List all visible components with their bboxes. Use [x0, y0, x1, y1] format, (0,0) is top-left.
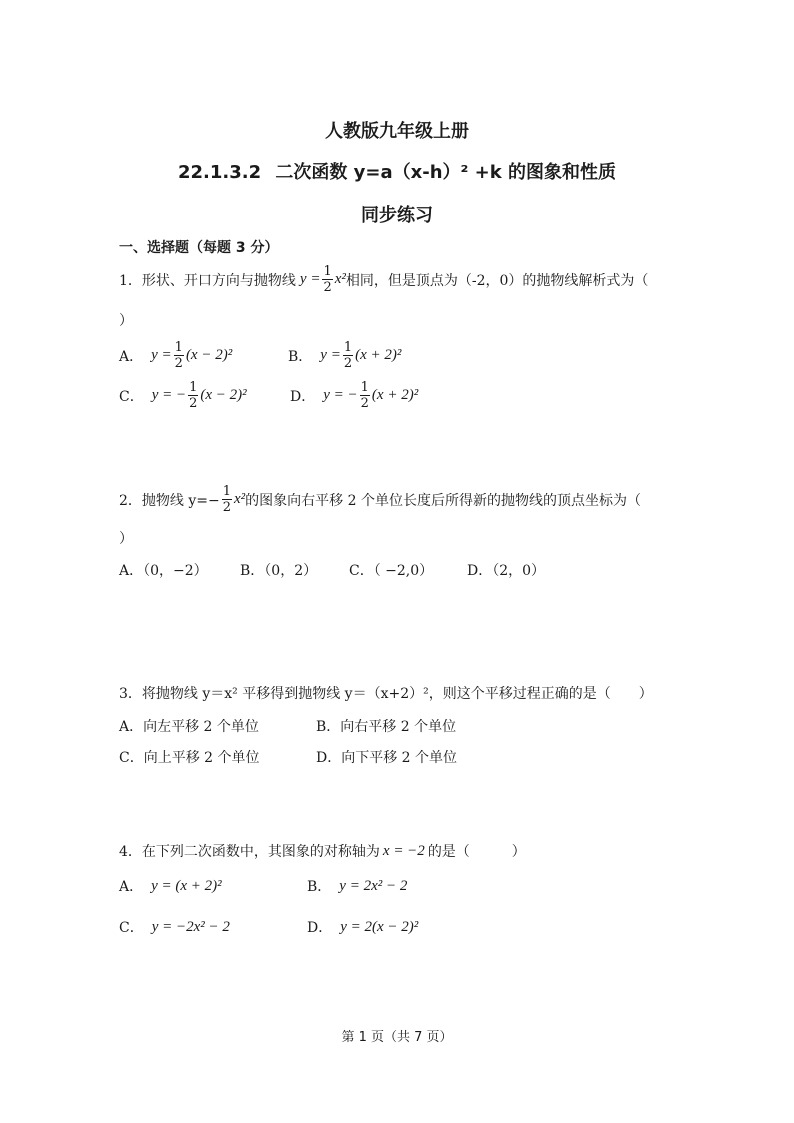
option-math-y: y =: [320, 347, 341, 363]
q4-option-a[interactable]: [119, 876, 222, 896]
option-math: y = −2x² − 2: [151, 918, 230, 935]
q2-close-paren: ）: [119, 531, 133, 547]
q4-math: x = −2: [382, 842, 425, 859]
lesson-code: 22.1.3.2: [177, 162, 262, 183]
q2-text-a: 2．抛物线 y=−: [119, 492, 220, 509]
q2-option-d[interactable]: D．（2，0）: [467, 563, 546, 579]
q3-option-d[interactable]: D．向下平移 2 个单位: [316, 750, 458, 766]
option-fraction: $\frac{1}{2}$: [360, 380, 369, 411]
q4-option-c[interactable]: [119, 917, 230, 937]
option-label: B．: [307, 879, 332, 895]
option-math-y: y = −: [151, 387, 187, 403]
option-label: D．: [307, 920, 333, 936]
lesson-topic: 二次函数 y=a（x-h）² +k 的图象和性质: [275, 162, 616, 183]
option-math: (x + 2)²: [355, 347, 402, 363]
question-1-stem: [119, 264, 648, 295]
q1-option-c[interactable]: [119, 380, 247, 411]
page-footer: 第 1 页（共 7 页）: [341, 1030, 453, 1045]
question-2-stem: [119, 484, 641, 515]
q2-math-x2: x²: [234, 491, 246, 507]
question-4-stem: [119, 841, 526, 861]
question-3-stem: 3．将抛物线 y＝x² 平移得到抛物线 y＝（x+2）²，则这个平移过程正确的是（ ）: [119, 686, 653, 702]
option-fraction: $\frac{1}{2}$: [174, 340, 183, 371]
option-math: (x − 2)²: [200, 387, 247, 403]
q2-text-b: 的图象向右平移 2 个单位长度后所得新的抛物线的顶点坐标为（: [245, 492, 641, 509]
q1-text-a: 1．形状、开口方向与抛物线: [119, 272, 296, 289]
option-math-y: y = −: [323, 387, 358, 403]
q1-math-x2: x²: [334, 271, 346, 287]
option-label: A．: [119, 879, 144, 895]
q1-text-b: 相同，但是顶点为（-2，0）的抛物线解析式为（: [345, 272, 649, 289]
option-label: C．: [119, 920, 144, 936]
q2-fraction: $\frac{1}{2}$: [222, 484, 232, 515]
q3-option-a[interactable]: A．向左平移 2 个单位: [119, 719, 259, 735]
q3-option-b[interactable]: B．向右平移 2 个单位: [316, 719, 457, 735]
q3-option-c[interactable]: C．向上平移 2 个单位: [119, 750, 260, 766]
option-math-y: y =: [151, 347, 172, 363]
q1-option-a[interactable]: [119, 340, 232, 371]
q1-math-y: y =: [299, 271, 321, 287]
q4-option-d[interactable]: [307, 917, 418, 937]
title-line-1: 人教版九年级上册: [325, 121, 469, 142]
q2-option-b[interactable]: B．（0，2）: [240, 563, 318, 579]
q1-option-b[interactable]: [288, 340, 401, 371]
title-line-2: [0, 158, 794, 184]
q2-option-a[interactable]: A．（0，−2）: [119, 563, 208, 579]
option-math: y = 2(x − 2)²: [340, 918, 419, 935]
q1-fraction: $\frac{1}{2}$: [323, 264, 332, 295]
option-label: C．: [119, 388, 144, 405]
option-label: D．: [290, 388, 316, 405]
q2-option-c[interactable]: C．（ −2,0）: [349, 563, 434, 579]
option-label: A．: [119, 348, 144, 365]
option-math: (x + 2)²: [371, 387, 419, 403]
q4-text-a: 4．在下列二次函数中，其图象的对称轴为: [119, 844, 380, 860]
section-heading: 一、选择题（每题 3 分）: [119, 240, 279, 256]
option-math: y = (x + 2)²: [151, 877, 222, 894]
option-fraction: $\frac{1}{2}$: [189, 380, 198, 411]
q1-option-d[interactable]: [290, 380, 418, 411]
q1-close-paren: ）: [119, 313, 133, 329]
option-math: y = 2x² − 2: [339, 877, 408, 894]
option-fraction: $\frac{1}{2}$: [343, 340, 353, 371]
q4-option-b[interactable]: [307, 876, 407, 896]
option-label: B．: [288, 348, 313, 365]
title-line-3: 同步练习: [361, 205, 433, 226]
q4-text-b: 的是（ ）: [427, 844, 526, 860]
option-math: (x − 2)²: [185, 347, 233, 363]
